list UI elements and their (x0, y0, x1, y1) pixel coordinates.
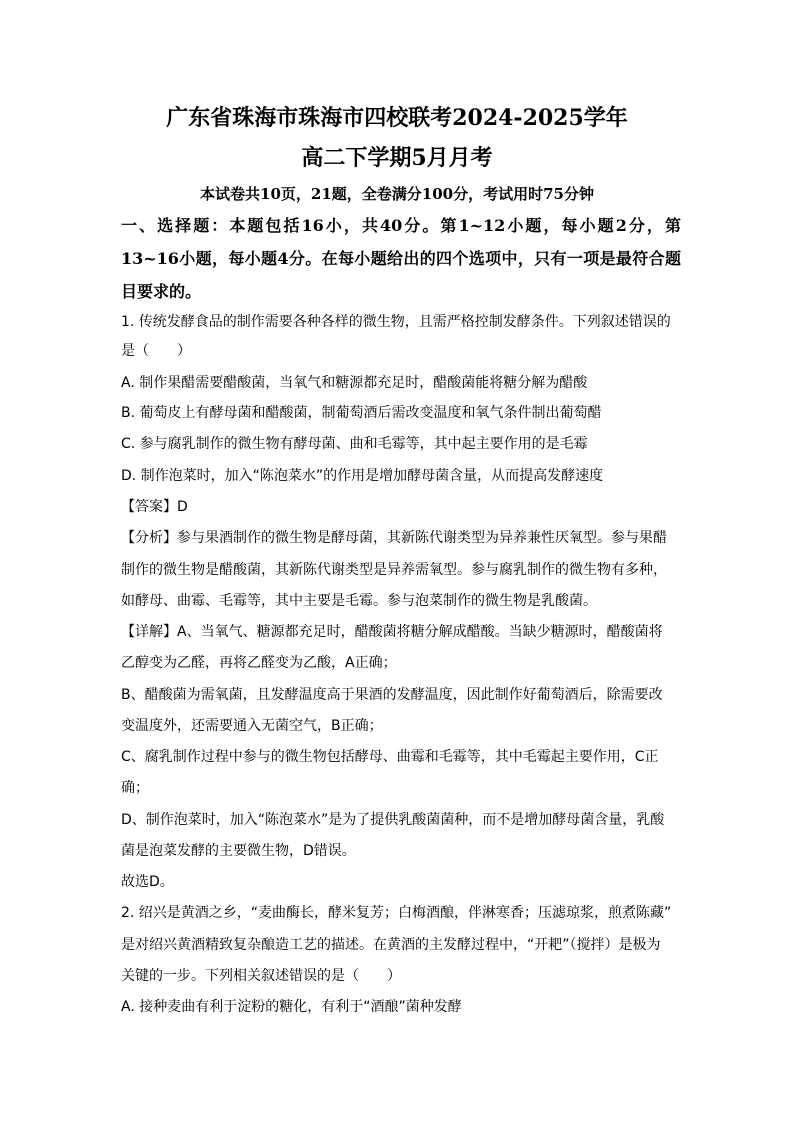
q1-stem-line-1: 1. 传统发酵食品的制作需要各种各样的微生物，且需严格控制发酵条件。下列叙述错误的 (121, 314, 671, 330)
answer-tag: 【答案】 (121, 499, 177, 515)
q1-detail-line-6: 确； (121, 780, 149, 796)
analysis-tag: 【分析】 (121, 530, 177, 546)
q1-detail-line-3: B、醋酸菌为需氧菌，且发酵温度高于果酒的发酵温度，因此制作好葡萄酒后，除需要改 (121, 687, 663, 703)
analysis-text: 参与果酒制作的微生物是酵母菌，其新陈代谢类型为异养兼性厌氧型。参与果醋 (177, 530, 667, 546)
q1-detail-line-5: C、腐乳制作过程中参与的微生物包括酵母、曲霉和毛霉等，其中毛霉起主要作用，C正 (121, 749, 659, 765)
q1-detail-line-1 (121, 622, 681, 642)
section-instructions: 一、选择题：本题包括16小，共40分。第1~12小题，每小题2分，第13~16小题，每小题4分。在每小题给出的四个选项中，只有一项是最符合题目要求的。 (121, 216, 681, 301)
q1-analysis-line-1 (121, 528, 681, 548)
exam-info: 本试卷共10页，21题，全卷满分100分，考试用时75分钟 (200, 185, 594, 203)
q2-option-a: A. 接种麦曲有利于淀粉的糖化，有利于“酒酿”菌种发酵 (121, 999, 462, 1015)
q1-stem-line-2: 是（ ） (121, 343, 191, 359)
q1-detail-line-8: 菌是泡菜发酵的主要微生物，D错误。 (121, 843, 356, 859)
q1-analysis-line-3: 如酵母、曲霉、毛霉等，其中主要是毛霉。参与泡菜制作的微生物是乳酸菌。 (121, 593, 597, 609)
q1-detail-line-4: 变温度外，还需要通入无菌空气，B正确； (121, 718, 383, 734)
q1-option-c: C. 参与腐乳制作的微生物有酵母菌、曲和毛霉等，其中起主要作用的是毛霉 (121, 436, 588, 452)
q2-stem-line-1: 2. 绍兴是黄酒之乡，“麦曲酶长，酵米复芳；白梅酒酿，伴淋寒香；压滤琼浆，煎煮陈藏” (121, 905, 672, 921)
q2-stem-line-3: 关键的一步。下列相关叙述错误的是（ ） (121, 968, 401, 984)
q1-option-b: B. 葡萄皮上有酵母菌和醋酸菌，制葡萄酒后需改变温度和氧气条件制出葡萄醋 (121, 405, 602, 421)
q1-conclusion: 故选D。 (121, 874, 174, 890)
q1-detail-line-7: D、制作泡菜时，加入“陈泡菜水”是为了提供乳酸菌菌种，而不是增加酵母菌含量，乳酸 (121, 812, 665, 828)
q1-answer (121, 497, 681, 517)
detail-text: A、当氧气、糖源都充足时，醋酸菌将糖分解成醋酸。当缺少糖源时，醋酸菌将 (177, 624, 663, 640)
document-title-line-2: 高二下学期5月月考 (301, 145, 493, 171)
q1-analysis-line-2: 制作的微生物是醋酸菌，其新陈代谢类型是异养需氧型。参与腐乳制作的微生物有多种， (121, 562, 667, 578)
q2-stem-line-2: 是对绍兴黄酒精致复杂酿造工艺的描述。在黄酒的主发酵过程中，“开耙”（搅拌）是极为 (121, 937, 661, 953)
document-title-line-1: 广东省珠海市珠海市四校联考2024-2025学年 (166, 105, 628, 131)
q1-detail-line-2: 乙醇变为乙醛，再将乙醛变为乙酸，A正确； (121, 655, 397, 671)
detail-tag: 【详解】 (121, 624, 177, 640)
q1-option-a: A. 制作果醋需要醋酸菌，当氧气和糖源都充足时，醋酸菌能将糖分解为醋酸 (121, 375, 588, 391)
q1-option-d: D. 制作泡菜时，加入“陈泡菜水”的作用是增加酵母菌含量，从而提高发酵速度 (121, 468, 604, 484)
answer-value: D (177, 499, 188, 515)
